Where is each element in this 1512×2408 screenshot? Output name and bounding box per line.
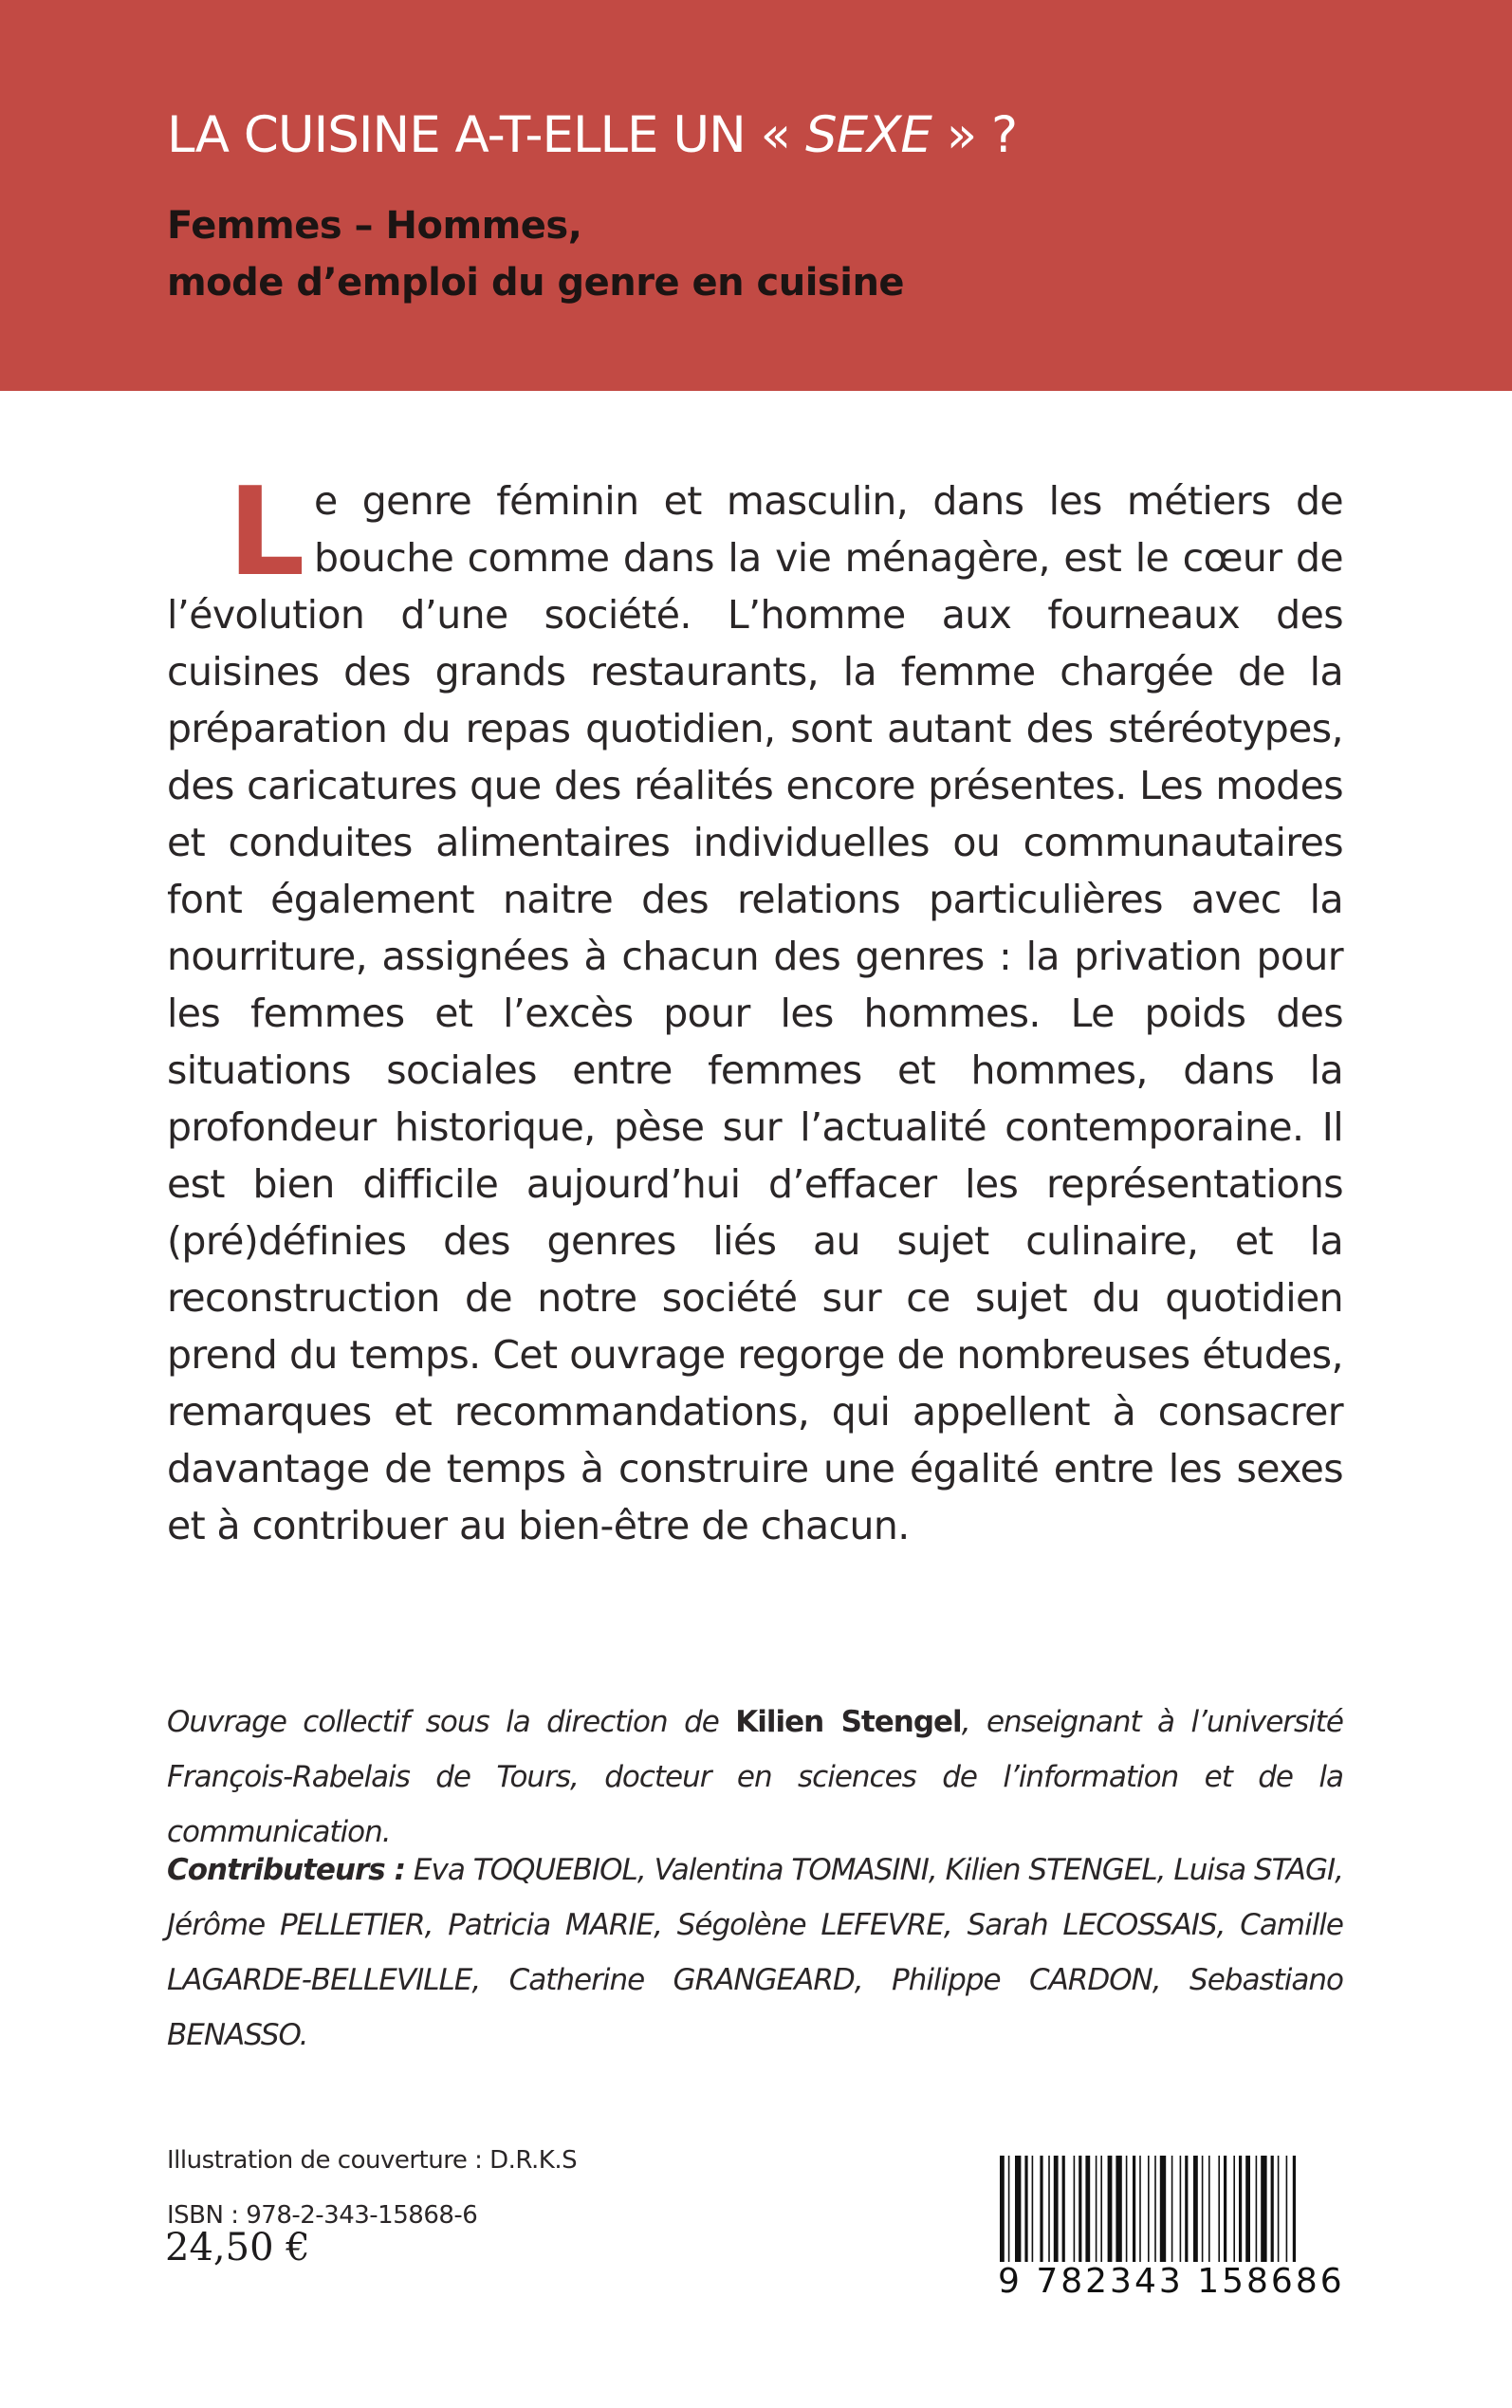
barcode-bar (1202, 2156, 1204, 2275)
subtitle-line-2: mode d’emploi du genre en cuisine (167, 261, 905, 305)
barcode-bar (1048, 2156, 1050, 2275)
barcode-bar (1278, 2156, 1280, 2275)
contributors-label: Contributeurs : (167, 1853, 405, 1887)
barcode-bar (1256, 2156, 1258, 2275)
barcode-bar (1040, 2156, 1042, 2275)
barcode-bar (1015, 2156, 1021, 2275)
barcode-bar (1261, 2156, 1266, 2275)
barcode-bar (1074, 2156, 1076, 2275)
book-price: 24,50 € (165, 2226, 310, 2269)
barcode-bar (1154, 2156, 1156, 2275)
barcode-bar (1293, 2156, 1296, 2275)
barcode-bar (1008, 2156, 1010, 2275)
barcode-bar (1160, 2156, 1166, 2275)
barcode-bar (1079, 2156, 1081, 2275)
barcode-bar (1133, 2156, 1135, 2275)
contributors-list (167, 1843, 1343, 2063)
barcode-bar (1218, 2156, 1220, 2275)
barcode-bar (1116, 2156, 1121, 2275)
book-subtitle (167, 197, 904, 311)
editor-name: Kilien Stengel (735, 1705, 962, 1739)
barcode-bar (1286, 2156, 1288, 2275)
barcode-digits: 9 782343 158686 (998, 2262, 1345, 2301)
subtitle-line-1: Femmes – Hommes, (167, 204, 582, 248)
barcode-bar (1000, 2156, 1005, 2275)
barcode-bar (1139, 2156, 1141, 2275)
title-banner (0, 0, 1512, 391)
barcode-bar (1271, 2156, 1274, 2275)
barcode-bar (1100, 2156, 1102, 2275)
illustration-credit: Illustration de couverture : D.R.K.S (167, 2146, 578, 2175)
barcode-bar (1096, 2156, 1097, 2275)
barcode-bar (1062, 2156, 1065, 2275)
title-emphasis: SEXE (804, 106, 931, 164)
book-title: LA CUISINE A-T-ELLE UN « SEXE » ? (167, 106, 1018, 164)
barcode-bar (1208, 2156, 1210, 2275)
contributors-names: Eva TOQUEBIOL, Valentina TOMASINI, Kilien STENGEL, Luisa STAGI, Jérôme PELLETIER, Patricia MARIE, Ségolène LEFEVRE, Sarah LECOSSAIS, Camille LAGARDE-BELLEVILLE, Catherine GRANGEARD, Philippe CARDON, Sebastiano BENASSO. (167, 1853, 1344, 2052)
barcode-icon (1000, 2156, 1337, 2275)
barcode-bar (1245, 2156, 1250, 2275)
blurb-paragraph (167, 462, 1343, 1554)
isbn-number: ISBN : 978-2-343-15868-6 (167, 2201, 478, 2230)
barcode-bar (1085, 2156, 1090, 2275)
editor-credit: Ouvrage collectif sous la direction de Kilien Stengel, enseignant à l’université François-Rabelais de Tours, docteur en sciences de l’information et de la communication. (167, 1705, 1344, 1849)
barcode-bar (1024, 2156, 1027, 2275)
barcode-bar (1233, 2156, 1235, 2275)
barcode-bar (1054, 2156, 1059, 2275)
barcode-bar (1171, 2156, 1173, 2275)
blurb-text: e genre féminin et masculin, dans les métiers de bouche comme dans la vie ménagère, est le cœur de l’évolution d’une société. L’homme aux fourneaux des cuisines des grands restaurants, la femme chargée de la préparation du repas quotidien, sont autant des stéréotypes, des caricatures que des réalités encore présentes. Les modes et conduites alimentaires individuelles ou communautaires font également naitre des relations particulières avec la nourriture, assignées à chacun des genres : la privation pour les femmes et l’excès pour les hommes. Le poids des situations sociales entre femmes et hommes, dans la profondeur historique, pèse sur l’actualité contemporaine. Il est bien difficile aujourd’hui d’effacer les représentations (pré)définies des genres liés au sujet culinaire, et la reconstruction de notre société sur ce sujet du quotidien prend du temps. Cet ouvrage regorge de nombreuses études, remarques et recommandations, qui appellent à consacrer davantage de temps à construire une égalité entre les sexes et à contribuer au bien-être de chacun. (167, 478, 1343, 1548)
barcode-bar (1126, 2156, 1128, 2275)
barcode-bar (1185, 2156, 1188, 2275)
barcode-bar (1108, 2156, 1113, 2275)
barcode-bar (1180, 2156, 1182, 2275)
barcode-bar (1193, 2156, 1198, 2275)
barcode-bar (1148, 2156, 1150, 2275)
drop-cap: L (228, 462, 304, 603)
barcode-bar (1224, 2156, 1226, 2275)
barcode-bar (1239, 2156, 1242, 2275)
barcode-bar (1032, 2156, 1034, 2275)
